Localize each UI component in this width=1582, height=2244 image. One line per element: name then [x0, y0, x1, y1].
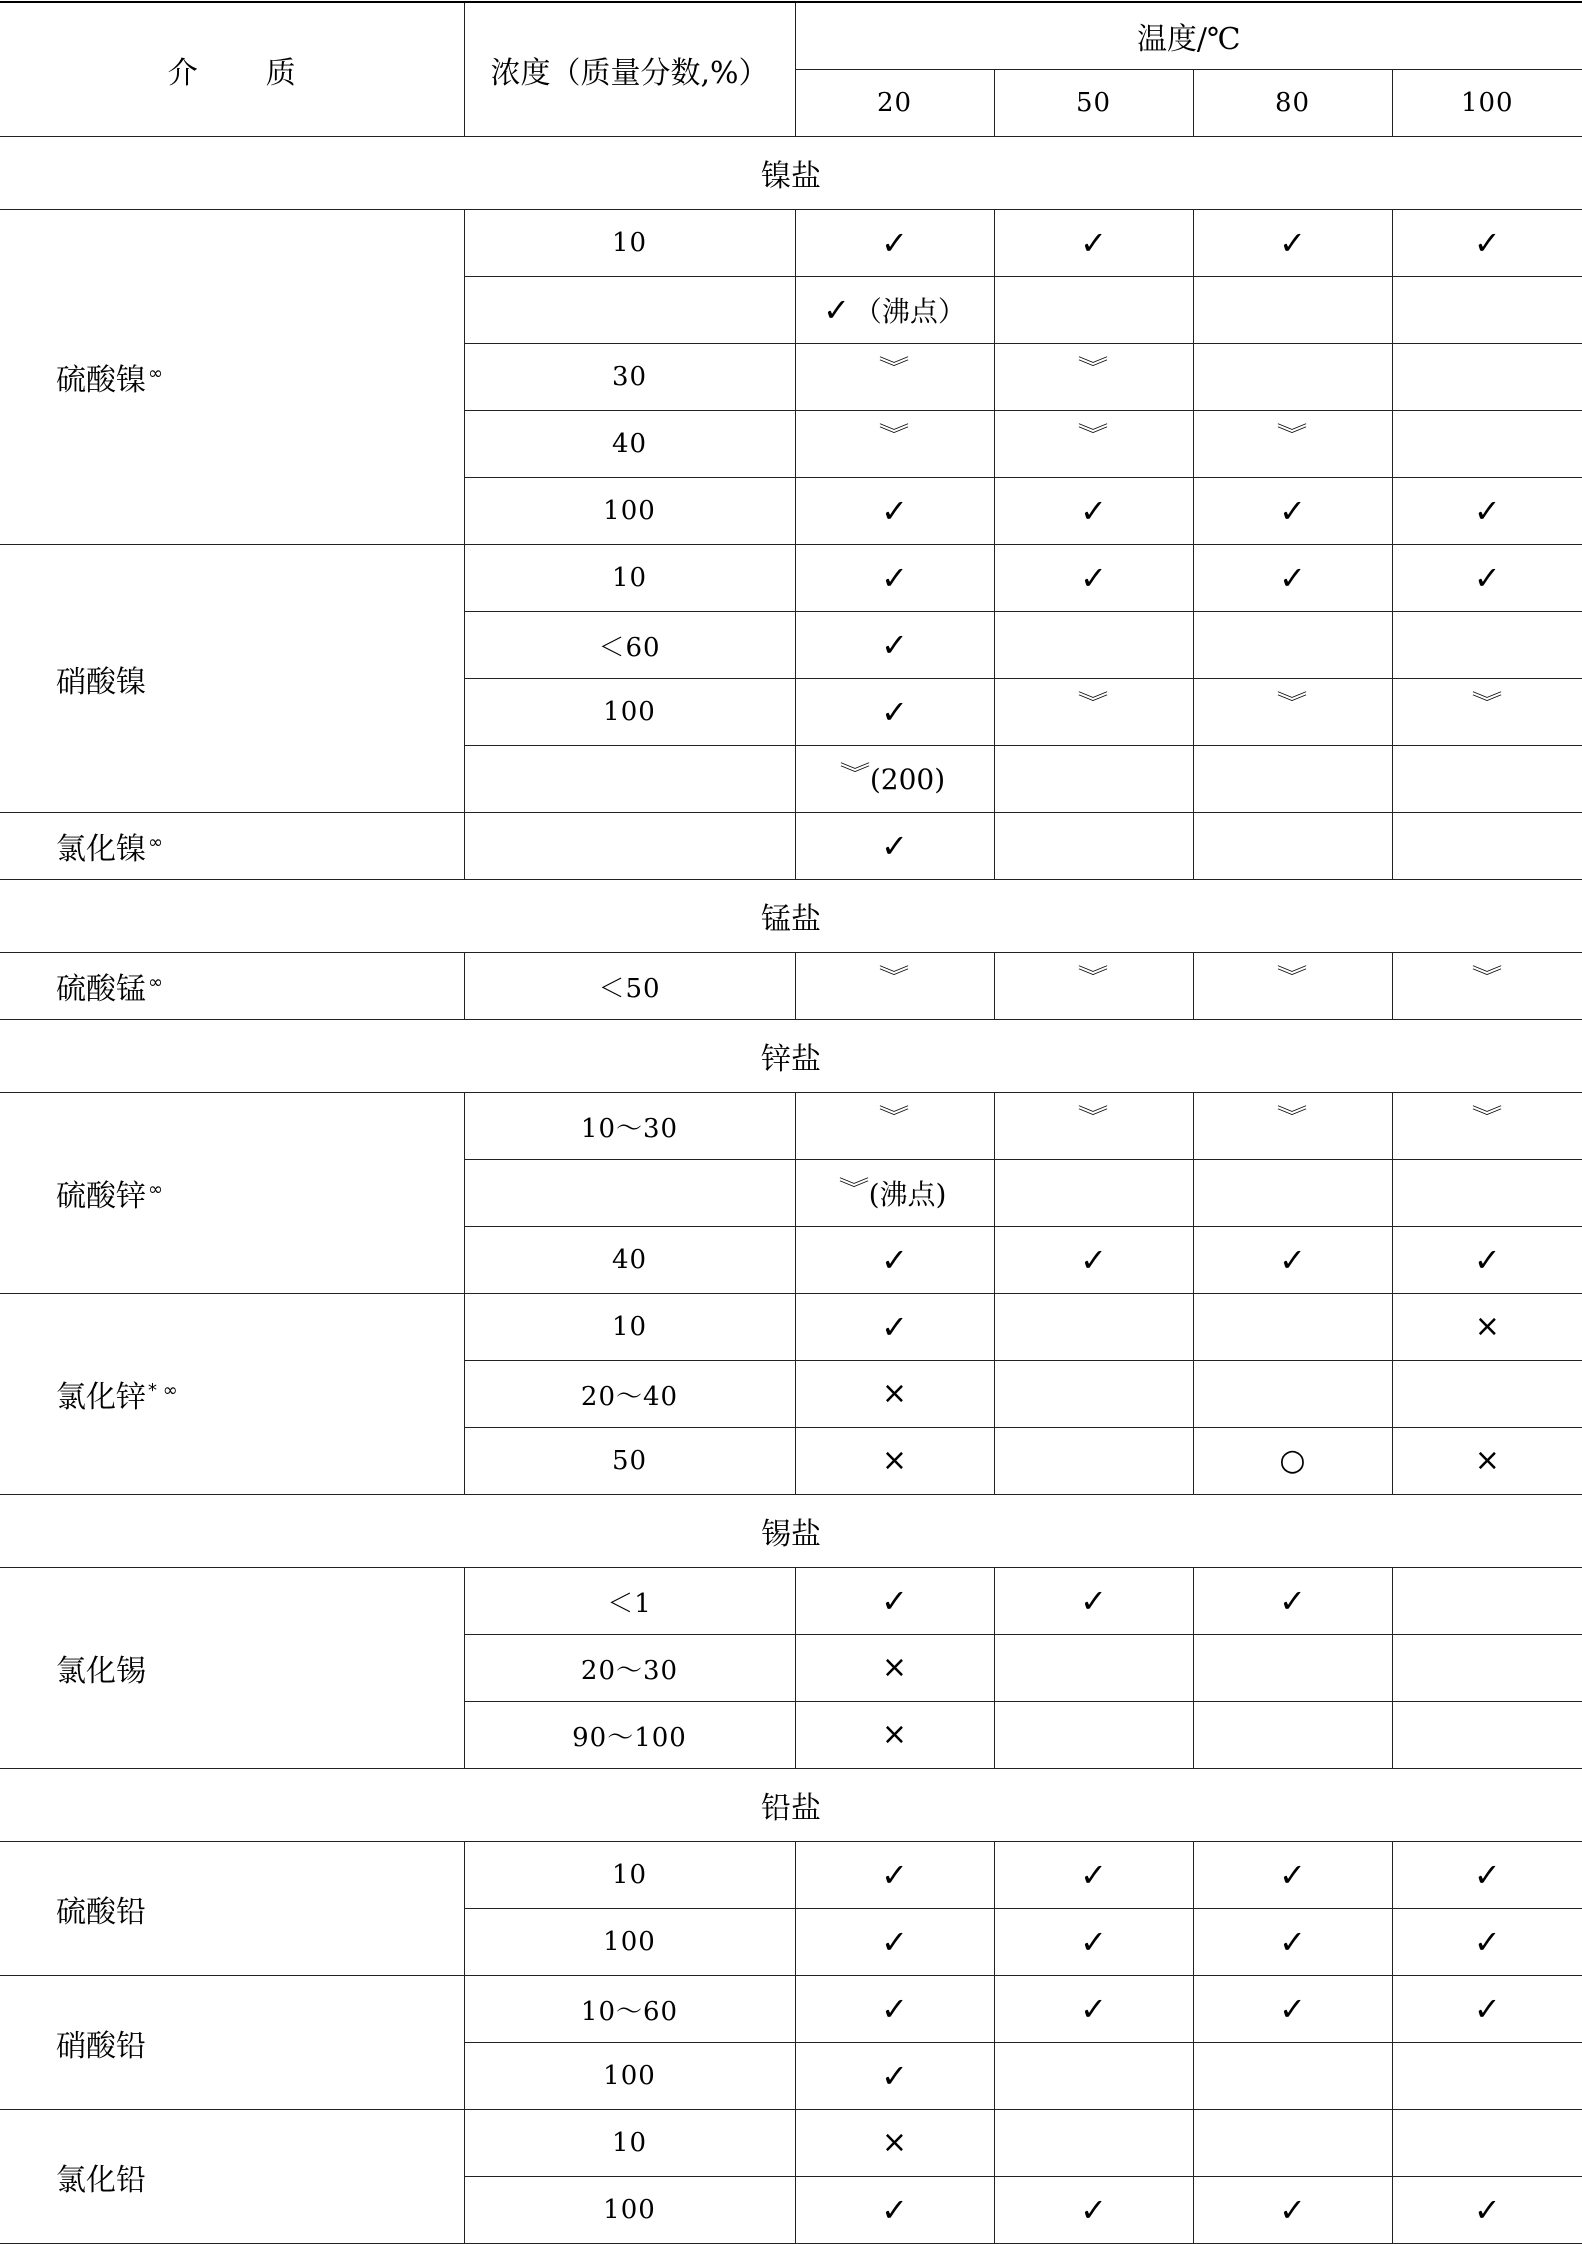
check-icon: ✓ [1080, 1856, 1107, 1894]
concentration-cell: 50 [464, 1428, 795, 1495]
rating-cell [1193, 277, 1392, 344]
rating-cell [994, 1093, 1193, 1160]
double-chevron-icon: ︾ [838, 1177, 869, 1202]
rating-cell [795, 210, 994, 277]
table-row [0, 813, 1582, 880]
double-chevron-icon: ︾ [879, 356, 910, 381]
concentration-cell [464, 277, 795, 344]
check-icon: ✓ [1080, 559, 1107, 597]
rating-cell [1392, 1361, 1582, 1428]
circle-icon: ○ [1279, 1443, 1306, 1478]
check-icon: ✓ [1473, 1856, 1501, 1894]
rating-cell [795, 411, 994, 478]
check-icon: ✓ [1080, 492, 1107, 530]
rating-cell [994, 953, 1193, 1020]
temp-50: 50 [994, 70, 1193, 137]
check-icon: ✓ [1473, 1990, 1501, 2028]
rating-note-cell [795, 277, 994, 344]
concentration-cell: 10～30 [464, 1093, 795, 1160]
rating-cell [1193, 1227, 1392, 1294]
rating-cell [1392, 1093, 1582, 1160]
concentration-cell: 10 [464, 1842, 795, 1909]
rating-cell [795, 953, 994, 1020]
rating-cell [1392, 478, 1582, 545]
rating-cell [994, 1842, 1193, 1909]
double-chevron-icon: ︾ [1471, 1105, 1503, 1130]
rating-cell [1392, 1568, 1582, 1635]
rating-cell [1193, 2043, 1392, 2110]
rating-cell [1392, 210, 1582, 277]
check-icon: ✓ [1279, 559, 1306, 597]
medium-header-part: 介 [167, 55, 198, 91]
rating-cell [994, 1294, 1193, 1361]
table-row [0, 1093, 1582, 1160]
double-chevron-icon: ︾ [1078, 691, 1109, 716]
rating-cell [795, 1361, 994, 1428]
check-icon: ✓ [1080, 2191, 1107, 2229]
check-icon: ✓ [881, 1308, 908, 1346]
rating-cell [1193, 1093, 1392, 1160]
cross-icon: × [881, 1443, 908, 1478]
medium-name-cell [0, 1568, 464, 1769]
rating-cell [1392, 2177, 1582, 2244]
section-row [0, 137, 1582, 210]
rating-cell [1193, 411, 1392, 478]
rating-cell [1392, 1160, 1582, 1227]
rating-cell [795, 2177, 994, 2244]
check-icon: ✓ [881, 224, 908, 262]
cross-icon: × [881, 1717, 908, 1752]
rating-cell [1392, 545, 1582, 612]
rating-note-cell [795, 1160, 994, 1227]
cross-icon: × [881, 1376, 908, 1411]
check-icon: ✓ [1473, 1241, 1501, 1279]
rating-cell [1392, 2110, 1582, 2177]
table-row [0, 2110, 1582, 2177]
double-chevron-icon: ︾ [1471, 965, 1503, 990]
rating-cell [1392, 953, 1582, 1020]
check-icon: ✓ [1279, 1582, 1306, 1620]
rating-cell [1193, 1635, 1392, 1702]
concentration-cell: 40 [464, 1227, 795, 1294]
double-chevron-icon: ︾ [839, 761, 871, 787]
concentration-cell: 20～30 [464, 1635, 795, 1702]
check-icon: ✓ [1080, 1923, 1107, 1961]
cross-icon: × [881, 2125, 908, 2160]
temp-80: 80 [1193, 70, 1392, 137]
concentration-header: 浓度（质量分数,%） [464, 2, 795, 137]
rating-cell [795, 813, 994, 880]
rating-cell [795, 2110, 994, 2177]
concentration-cell: 10 [464, 210, 795, 277]
rating-cell [994, 1702, 1193, 1769]
header-row [0, 2, 1582, 70]
concentration-cell: ＜1 [464, 1568, 795, 1635]
footnote-mark: * ∞ [148, 1380, 178, 1401]
rating-cell [994, 679, 1193, 746]
rating-cell [994, 1160, 1193, 1227]
cross-icon: × [1474, 1443, 1500, 1478]
rating-cell [795, 1909, 994, 1976]
rating-cell [994, 1909, 1193, 1976]
medium-name-cell [0, 953, 464, 1020]
rating-cell [1193, 953, 1392, 1020]
rating-cell [795, 679, 994, 746]
medium-name: 氯化锌 [56, 1380, 146, 1415]
rating-cell [994, 545, 1193, 612]
rating-cell [795, 2043, 994, 2110]
rating-cell [1392, 1702, 1582, 1769]
concentration-cell: 10 [464, 2110, 795, 2177]
concentration-cell: 30 [464, 344, 795, 411]
rating-cell [1193, 344, 1392, 411]
rating-cell [1392, 344, 1582, 411]
rating-cell [994, 344, 1193, 411]
double-chevron-icon: ︾ [1078, 423, 1109, 448]
medium-name-cell [0, 813, 464, 880]
concentration-cell: 40 [464, 411, 795, 478]
corrosion-table [0, 1, 1582, 2244]
double-chevron-icon: ︾ [1078, 356, 1109, 381]
check-icon: ✓ [881, 2191, 908, 2229]
cross-icon: × [1474, 1309, 1500, 1344]
rating-cell [994, 277, 1193, 344]
double-chevron-icon: ︾ [1277, 1105, 1308, 1130]
rating-note-cell [795, 746, 994, 813]
medium-name-cell [0, 2110, 464, 2244]
medium-name-cell [0, 545, 464, 813]
section-row [0, 880, 1582, 953]
check-icon: ✓ [1080, 224, 1107, 262]
rating-cell [795, 1635, 994, 1702]
temp-20: 20 [795, 70, 994, 137]
check-icon: ✓ [823, 291, 850, 329]
rating-cell [994, 2043, 1193, 2110]
medium-header [0, 2, 464, 137]
rating-cell [1193, 679, 1392, 746]
medium-name: 硫酸锰 [56, 972, 146, 1007]
rating-cell [1193, 813, 1392, 880]
rating-cell [1193, 210, 1392, 277]
rating-cell [1392, 1976, 1582, 2043]
check-icon: ✓ [1279, 1990, 1306, 2028]
medium-name-cell [0, 1294, 464, 1495]
check-icon: ✓ [1279, 2191, 1306, 2229]
concentration-cell: 10～60 [464, 1976, 795, 2043]
section-title: 铅盐 [0, 1769, 1582, 1842]
check-icon: ✓ [1080, 1582, 1107, 1620]
concentration-cell [464, 1160, 795, 1227]
check-icon: ✓ [1279, 492, 1306, 530]
rating-cell [1193, 1976, 1392, 2043]
rating-cell [994, 1227, 1193, 1294]
rating-cell [795, 612, 994, 679]
rating-cell [1193, 478, 1392, 545]
footnote-mark: ∞ [148, 972, 163, 993]
check-icon: ✓ [1279, 1923, 1306, 1961]
section-title: 锰盐 [0, 880, 1582, 953]
rating-cell [994, 1428, 1193, 1495]
section-title: 锌盐 [0, 1020, 1582, 1093]
table-row [0, 545, 1582, 612]
concentration-cell: ＜50 [464, 953, 795, 1020]
rating-cell [795, 1428, 994, 1495]
rating-cell [795, 1568, 994, 1635]
rating-cell [994, 1635, 1193, 1702]
check-icon: ✓ [881, 492, 908, 530]
rating-cell [994, 746, 1193, 813]
check-icon: ✓ [1473, 224, 1501, 262]
rating-cell [1193, 746, 1392, 813]
double-chevron-icon: ︾ [1471, 691, 1503, 716]
rating-cell [1392, 2043, 1582, 2110]
rating-cell [1392, 1909, 1582, 1976]
footnote-mark: ∞ [148, 832, 163, 853]
double-chevron-icon: ︾ [1277, 965, 1308, 990]
medium-name: 氯化锡 [56, 1654, 146, 1689]
rating-cell [795, 1227, 994, 1294]
check-icon: ✓ [1473, 1923, 1501, 1961]
rating-cell [1193, 1160, 1392, 1227]
cross-icon: × [881, 1650, 908, 1685]
rating-cell [1392, 1635, 1582, 1702]
check-icon: ✓ [1473, 2191, 1501, 2229]
rating-cell [994, 411, 1193, 478]
rating-cell [1392, 1294, 1582, 1361]
table-row [0, 953, 1582, 1020]
medium-name: 硫酸铅 [56, 1894, 146, 1930]
rating-cell [1392, 277, 1582, 344]
rating-cell [1193, 2177, 1392, 2244]
medium-name-cell [0, 1093, 464, 1294]
rating-cell [994, 1976, 1193, 2043]
concentration-cell: 20～40 [464, 1361, 795, 1428]
check-icon: ✓ [881, 1582, 908, 1620]
section-row [0, 1020, 1582, 1093]
rating-cell [1193, 1294, 1392, 1361]
rating-cell [795, 1294, 994, 1361]
rating-note: (200) [869, 762, 946, 796]
temperature-header: 温度/℃ [795, 2, 1582, 70]
check-icon: ✓ [881, 559, 908, 597]
concentration-cell [464, 813, 795, 880]
double-chevron-icon: ︾ [1078, 1105, 1109, 1130]
section-row [0, 1769, 1582, 1842]
medium-name-cell [0, 1976, 464, 2110]
rating-cell [795, 1702, 994, 1769]
section-row [0, 1495, 1582, 1568]
medium-header-part: 质 [265, 55, 296, 91]
medium-name: 氯化铅 [56, 2162, 146, 2198]
medium-name: 硝酸镍 [56, 664, 146, 700]
rating-cell [1193, 545, 1392, 612]
concentration-cell: ＜60 [464, 612, 795, 679]
check-icon: ✓ [1080, 1990, 1107, 2028]
rating-cell [994, 612, 1193, 679]
concentration-cell: 100 [464, 478, 795, 545]
rating-cell [1193, 1702, 1392, 1769]
check-icon: ✓ [881, 1856, 908, 1894]
concentration-cell: 100 [464, 679, 795, 746]
check-icon: ✓ [881, 626, 908, 664]
check-icon: ✓ [1279, 1241, 1306, 1279]
rating-note: (沸点) [868, 1178, 947, 1211]
check-icon: ✓ [1080, 1241, 1107, 1279]
rating-cell [1193, 612, 1392, 679]
rating-cell [795, 1976, 994, 2043]
rating-cell [994, 478, 1193, 545]
footnote-mark: ∞ [148, 1179, 163, 1200]
double-chevron-icon: ︾ [1078, 965, 1109, 990]
check-icon: ✓ [1279, 224, 1306, 262]
section-title: 锡盐 [0, 1495, 1582, 1568]
medium-name: 硫酸镍 [56, 363, 146, 398]
temp-100: 100 [1392, 70, 1582, 137]
rating-cell [795, 1093, 994, 1160]
table-row [0, 1568, 1582, 1635]
check-icon: ✓ [881, 827, 908, 865]
rating-cell [1193, 1428, 1392, 1495]
rating-cell [994, 1568, 1193, 1635]
concentration-cell: 100 [464, 2043, 795, 2110]
rating-cell [795, 344, 994, 411]
rating-cell [795, 1842, 994, 1909]
check-icon: ✓ [881, 2057, 908, 2095]
table-row [0, 210, 1582, 277]
double-chevron-icon: ︾ [879, 965, 910, 990]
medium-name-cell [0, 1842, 464, 1976]
rating-cell [1193, 1842, 1392, 1909]
check-icon: ✓ [881, 1990, 908, 2028]
medium-name: 氯化镍 [56, 832, 146, 867]
rating-cell [795, 545, 994, 612]
rating-cell [994, 2110, 1193, 2177]
section-title: 镍盐 [0, 137, 1582, 210]
rating-cell [994, 210, 1193, 277]
concentration-cell: 10 [464, 1294, 795, 1361]
double-chevron-icon: ︾ [879, 423, 910, 448]
rating-cell [1392, 813, 1582, 880]
check-icon: ✓ [1279, 1856, 1306, 1894]
rating-cell [1392, 1842, 1582, 1909]
double-chevron-icon: ︾ [1277, 691, 1308, 716]
check-icon: ✓ [881, 1923, 908, 1961]
medium-name: 硫酸锌 [56, 1179, 146, 1214]
concentration-cell: 90～100 [464, 1702, 795, 1769]
rating-cell [1392, 1428, 1582, 1495]
concentration-cell: 100 [464, 1909, 795, 1976]
rating-cell [1392, 679, 1582, 746]
rating-cell [994, 2177, 1193, 2244]
medium-name: 硝酸铅 [56, 2028, 146, 2064]
check-icon: ✓ [881, 1241, 908, 1279]
rating-cell [994, 813, 1193, 880]
concentration-cell [464, 746, 795, 813]
concentration-cell: 100 [464, 2177, 795, 2244]
rating-cell [1392, 746, 1582, 813]
rating-cell [994, 1361, 1193, 1428]
check-icon: ✓ [1473, 492, 1501, 530]
check-icon: ✓ [881, 693, 908, 731]
medium-name-cell [0, 210, 464, 545]
table-row [0, 1294, 1582, 1361]
footnote-mark: ∞ [148, 363, 163, 384]
double-chevron-icon: ︾ [1277, 423, 1308, 448]
double-chevron-icon: ︾ [879, 1105, 910, 1130]
table-row [0, 1842, 1582, 1909]
rating-cell [1392, 411, 1582, 478]
table-row [0, 1976, 1582, 2043]
concentration-cell: 10 [464, 545, 795, 612]
rating-cell [1193, 1568, 1392, 1635]
rating-cell [1392, 612, 1582, 679]
rating-cell [1193, 1361, 1392, 1428]
rating-cell [1193, 2110, 1392, 2177]
rating-cell [1392, 1227, 1582, 1294]
check-icon: ✓ [1473, 559, 1501, 597]
rating-note: （沸点） [853, 295, 966, 328]
rating-cell [1193, 1909, 1392, 1976]
table-body [0, 137, 1582, 2244]
rating-cell [795, 478, 994, 545]
